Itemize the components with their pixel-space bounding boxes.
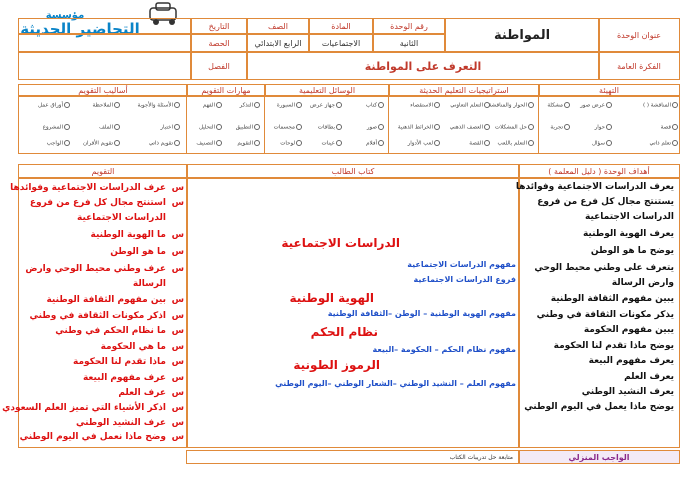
question-text: عرف الدراسات الاجتماعية وفوائدها bbox=[10, 183, 166, 193]
section-skills: مهارات التقويم bbox=[186, 84, 266, 96]
question-text: ما نظام الحكم في وطني bbox=[55, 326, 166, 336]
book-line-5: مفهوم العلم – النشيد الوطني –الشعار الوطني –اليوم الوطني bbox=[275, 379, 516, 388]
unit-number-label: رقم الوحدة bbox=[372, 18, 446, 34]
method-option[interactable]: الملف bbox=[99, 124, 120, 131]
question-text: عرف وطني محيط الوحي وارض bbox=[25, 264, 166, 274]
aid-option[interactable]: كتاب bbox=[366, 102, 384, 109]
skill-option[interactable]: التذكر bbox=[240, 102, 260, 109]
intro-option[interactable]: المناقشة ( ) bbox=[643, 102, 678, 109]
question-symbol: س bbox=[171, 418, 184, 428]
aid-option[interactable]: السبورة bbox=[277, 102, 302, 109]
strategy-option[interactable]: الخرائط الذهنية bbox=[398, 124, 440, 131]
objective-item: يبين مفهوم الثقافة الوطنية bbox=[550, 294, 674, 304]
assessment-header: التقويم bbox=[18, 164, 188, 178]
intro-option[interactable]: تعلم ذاتي bbox=[649, 140, 678, 147]
homework-value bbox=[186, 450, 520, 464]
skill-option[interactable]: التطبيق bbox=[236, 124, 260, 131]
question-text: عرف مفهوم البيعة bbox=[82, 373, 166, 383]
objective-item: يعرف الدراسات الاجتماعية وفوائدها bbox=[515, 182, 674, 192]
class-value[interactable] bbox=[18, 52, 192, 80]
intro-option[interactable]: سؤال bbox=[592, 140, 612, 147]
general-idea-value: التعرف على المواطنة bbox=[246, 52, 600, 80]
intro-option[interactable]: تجربة bbox=[550, 124, 570, 131]
question-symbol: س bbox=[171, 388, 184, 398]
objective-item: يستنتج مجال كل فرع من فروع bbox=[537, 197, 674, 207]
section-aids: الوسائل التعليمية bbox=[264, 84, 390, 96]
aid-option[interactable]: بطاقات bbox=[318, 124, 342, 131]
unit-title-label: عنوان الوحدة bbox=[598, 18, 680, 52]
question-text: اذكر الأشياء التي تميز العلم السعودي bbox=[2, 403, 166, 413]
strategy-option[interactable]: الاستقصاء bbox=[410, 102, 440, 109]
intro-option[interactable]: مشكلة bbox=[547, 102, 570, 109]
intro-option[interactable]: حوار bbox=[595, 124, 612, 131]
objective-item: يعرف الهوية الوطنية bbox=[582, 229, 674, 239]
assessment-row bbox=[18, 198, 184, 212]
method-option[interactable]: الأسئلة والأجوبة bbox=[138, 102, 181, 109]
objective-item: يوضح ماذا تقدم لنا الحكومة bbox=[553, 341, 674, 351]
objective-item: يعرف النشيد الوطني bbox=[581, 387, 674, 397]
unit-number-value: الثانية bbox=[372, 34, 446, 52]
question-symbol: س bbox=[171, 247, 184, 257]
logo-line2: التحاضير الحديثة bbox=[20, 20, 140, 38]
strategy-option[interactable]: التعلم باللعب bbox=[497, 140, 534, 147]
assessment-row bbox=[18, 311, 184, 325]
skill-option[interactable]: التحليل bbox=[199, 124, 222, 131]
assessment-row bbox=[18, 247, 184, 261]
period-label: الحصة bbox=[190, 34, 248, 52]
assessment-row bbox=[18, 295, 184, 309]
objective-item: يعرف مفهوم البيعة bbox=[588, 356, 674, 366]
subject-value: الاجتماعيات bbox=[308, 34, 374, 52]
question-text: عرف النشيد الوطني bbox=[76, 418, 166, 428]
question-text: ما هو الوطن bbox=[110, 247, 166, 257]
objective-item: يعرف العلم bbox=[624, 372, 674, 382]
question-symbol: س bbox=[171, 264, 184, 274]
homework-label-text: الواجب المنزلي bbox=[568, 452, 630, 462]
aid-option[interactable]: صور bbox=[367, 124, 384, 131]
period-value[interactable] bbox=[18, 34, 192, 52]
options-divider-4 bbox=[186, 96, 187, 154]
book-line-3: مفهوم الهوية الوطنية – الوطن –الثقافة الوطنية bbox=[327, 309, 516, 318]
question-text: عرف العلم bbox=[118, 388, 166, 398]
grade-label: الصف bbox=[246, 18, 310, 34]
aid-option[interactable]: جهاز عرض bbox=[310, 102, 342, 109]
objective-item: الدراسات الاجتماعية bbox=[585, 212, 674, 222]
general-idea-label: الفكرة العامة bbox=[598, 52, 680, 80]
assessment-row bbox=[18, 279, 184, 293]
assessment-row bbox=[18, 388, 184, 402]
aid-option[interactable]: مجسمات bbox=[274, 124, 302, 131]
question-symbol: س bbox=[171, 403, 184, 413]
book-heading-2: الهوية الوطنية bbox=[289, 291, 374, 305]
assessment-row bbox=[18, 342, 184, 356]
section-intro: التهيئة bbox=[538, 84, 680, 96]
homework-value-text: متابعة حل تدريبات الكتاب bbox=[449, 453, 513, 461]
question-text: وضح ماذا نعمل في اليوم الوطني bbox=[19, 432, 166, 442]
objective-item: يبين مفهوم الحكومة bbox=[583, 325, 674, 335]
strategy-option[interactable]: القصة bbox=[469, 140, 490, 147]
aid-option[interactable]: لوحات bbox=[280, 140, 302, 147]
book-line-4: مفهوم نظام الحكم – الحكومة –البيعة bbox=[372, 345, 516, 354]
aid-option[interactable]: أفلام bbox=[366, 140, 384, 147]
strategy-option[interactable]: الحوار والمناقشة bbox=[489, 102, 534, 109]
section-methods: أساليب التقويم bbox=[18, 84, 188, 96]
method-option[interactable]: المشروع bbox=[43, 124, 70, 131]
options-divider-2 bbox=[388, 96, 389, 154]
objectives-header: أهداف الوحدة ( دليل المعلمة ) bbox=[518, 164, 680, 178]
question-text: الرسالة bbox=[132, 279, 166, 289]
method-option[interactable]: تقويم الأقران bbox=[83, 140, 120, 147]
question-symbol: س bbox=[171, 357, 184, 367]
strategy-option[interactable]: التعلم التعاوني bbox=[450, 102, 490, 109]
skill-option[interactable]: التقويم bbox=[237, 140, 260, 147]
section-strategies: استراتيجيات التعليم الحديثة bbox=[388, 84, 540, 96]
question-symbol: س bbox=[171, 342, 184, 352]
book-line-1: مفهوم الدراسات الاجتماعية bbox=[407, 260, 516, 269]
intro-option[interactable]: قصة bbox=[661, 124, 678, 131]
assessment-row bbox=[2, 403, 184, 417]
question-symbol: س bbox=[171, 198, 184, 208]
strategy-option[interactable]: حل المشكلات bbox=[495, 124, 534, 131]
objective-item: يتعرف على وطني محيط الوحي bbox=[534, 263, 674, 273]
book-line-2: فروع الدراسات الاجتماعية bbox=[413, 275, 516, 284]
book-heading-3: نظام الحكم bbox=[310, 325, 378, 339]
method-option[interactable]: الملاحظة bbox=[92, 102, 120, 109]
objective-item: يذكر مكونات الثقافة في وطني bbox=[536, 310, 674, 320]
question-symbol: س bbox=[171, 183, 184, 193]
grade-value: الرابع الابتدائي bbox=[246, 34, 310, 52]
question-symbol: س bbox=[171, 326, 184, 336]
question-symbol: س bbox=[171, 230, 184, 240]
question-symbol: س bbox=[171, 295, 184, 305]
question-text: ما هي الحكومة bbox=[100, 342, 166, 352]
book-header: كتاب الطالب bbox=[186, 164, 520, 178]
skill-option[interactable]: التصنيف bbox=[196, 140, 222, 147]
logo-line1: مؤسسة bbox=[45, 10, 85, 21]
options-divider-3 bbox=[264, 96, 265, 154]
method-option[interactable]: تقويم ذاتي bbox=[149, 140, 180, 147]
assessment-row bbox=[10, 183, 184, 197]
method-option[interactable]: الواجب bbox=[47, 140, 70, 147]
question-text: اذكر مكونات الثقافة في وطني bbox=[29, 311, 166, 321]
skill-option[interactable]: الفهم bbox=[203, 102, 222, 109]
question-symbol: س bbox=[171, 311, 184, 321]
assessment-row bbox=[18, 230, 184, 244]
assessment-row bbox=[18, 264, 184, 278]
intro-option[interactable]: عرض صور bbox=[580, 102, 612, 109]
objective-item: يوضح ما هو الوطن bbox=[590, 246, 674, 256]
question-text: الدراسات الاجتماعية bbox=[77, 213, 166, 223]
book-heading-4: الرموز الطونية bbox=[293, 358, 380, 372]
date-value[interactable] bbox=[18, 18, 192, 34]
options-divider-1 bbox=[538, 96, 539, 154]
assessment-row bbox=[18, 326, 184, 340]
question-text: بين مفهوم الثقافة الوطنية bbox=[46, 295, 166, 305]
date-label: التاريخ bbox=[190, 18, 248, 34]
homework-label bbox=[518, 450, 680, 464]
assessment-row bbox=[18, 432, 184, 446]
assessment-row bbox=[18, 418, 184, 432]
question-text: ماذا تقدم لنا الحكومة bbox=[73, 357, 166, 367]
question-symbol: س bbox=[171, 432, 184, 442]
method-option[interactable]: اختبار bbox=[160, 124, 180, 131]
question-text: ما الهوية الوطنية bbox=[90, 230, 166, 240]
subject-label: المادة bbox=[308, 18, 374, 34]
aid-option[interactable]: عينات bbox=[322, 140, 342, 147]
question-symbol: س bbox=[171, 373, 184, 383]
subject-main: المواطنة bbox=[444, 18, 600, 52]
book-heading-1: الدراسات الاجتماعية bbox=[281, 236, 400, 250]
objective-item: وارض الرسالة bbox=[611, 278, 674, 288]
strategy-option[interactable]: لعب الأدوار bbox=[408, 140, 440, 147]
assessment-row bbox=[18, 357, 184, 371]
objective-item: يوضح ماذا يعمل في اليوم الوطني bbox=[524, 402, 674, 412]
class-label: الفصل bbox=[190, 52, 248, 80]
strategy-option[interactable]: العصف الذهني bbox=[450, 124, 490, 131]
question-text: استنتج مجال كل فرع من فروع bbox=[29, 198, 166, 208]
assessment-row bbox=[18, 213, 184, 227]
assessment-row bbox=[18, 373, 184, 387]
method-option[interactable]: أوراق عمل bbox=[38, 102, 70, 109]
